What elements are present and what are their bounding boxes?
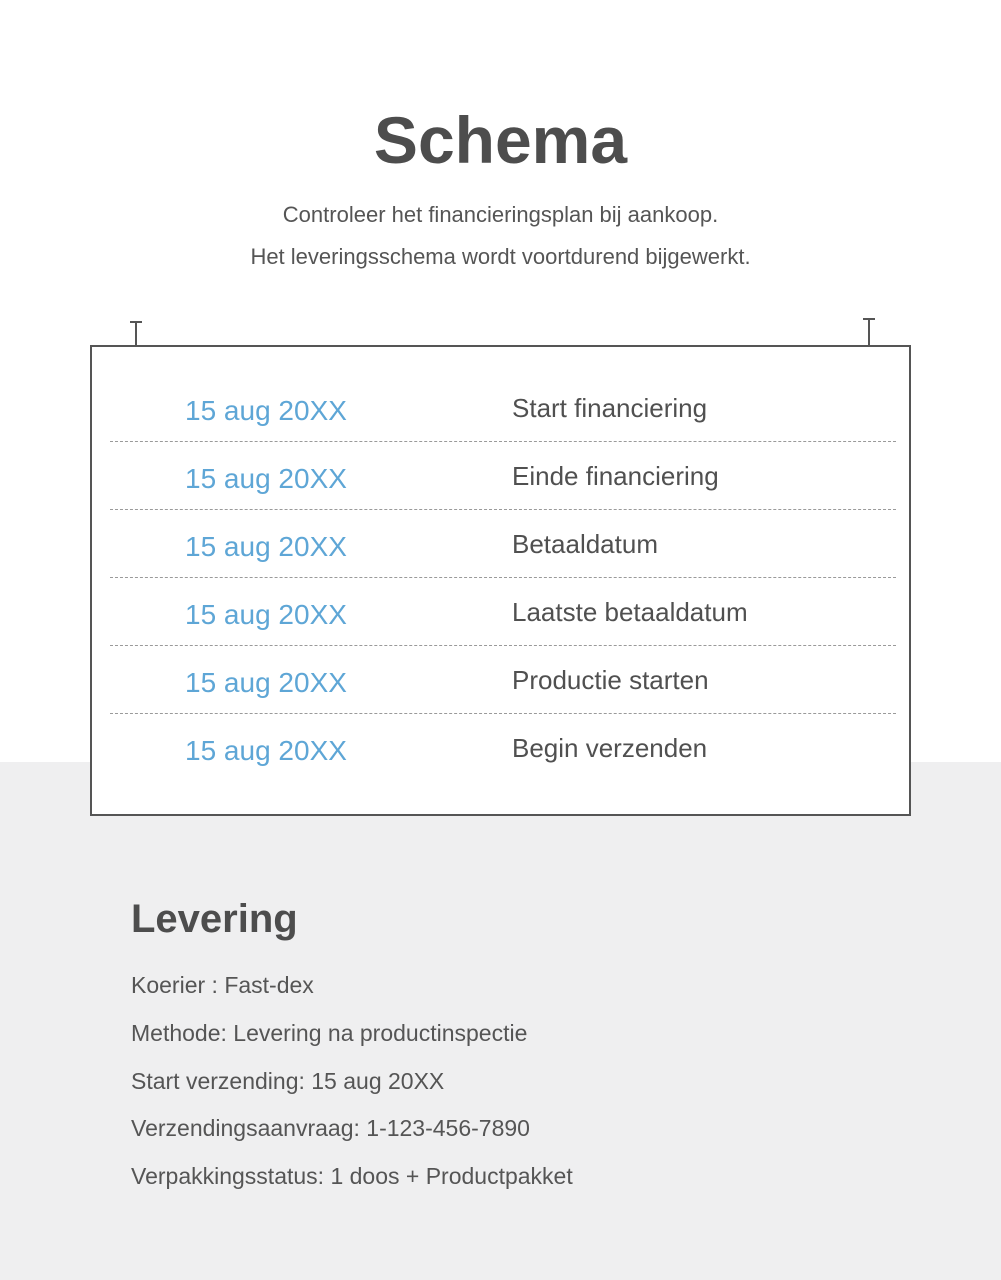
schedule-event: Begin verzenden xyxy=(512,733,708,763)
schedule-row xyxy=(110,511,896,578)
subtitle-line-1: Controleer het financieringsplan bij aankoop. xyxy=(282,202,719,227)
row-divider xyxy=(110,645,896,646)
schedule-row xyxy=(110,715,896,782)
schedule-date: 15 aug 20XX xyxy=(185,667,347,698)
delivery-courier: Koerier : Fast-dex xyxy=(131,972,314,998)
schedule-row xyxy=(110,443,896,510)
delivery-shipping-request: Verzendingsaanvraag: 1-123-456-7890 xyxy=(131,1115,530,1141)
schedule-row xyxy=(110,375,896,442)
schedule-date: 15 aug 20XX xyxy=(185,599,347,630)
subtitle-line-2: Het leveringsschema wordt voortdurend bijgewerkt. xyxy=(250,244,751,269)
page-title: Schema xyxy=(373,103,628,177)
row-divider xyxy=(110,713,896,714)
schedule-event: Einde financiering xyxy=(512,461,719,491)
delivery-packaging-status: Verpakkingsstatus: 1 doos + Productpakket xyxy=(131,1163,573,1189)
schedule-event: Betaaldatum xyxy=(512,529,658,559)
schedule-date: 15 aug 20XX xyxy=(185,395,347,426)
schedule-event: Productie starten xyxy=(512,665,709,695)
delivery-shipping-start: Start verzending: 15 aug 20XX xyxy=(131,1068,445,1094)
schedule-row xyxy=(110,579,896,646)
schedule-date: 15 aug 20XX xyxy=(185,531,347,562)
schedule-card xyxy=(90,345,911,816)
row-divider xyxy=(110,577,896,578)
schedule-date: 15 aug 20XX xyxy=(185,463,347,494)
row-divider xyxy=(110,441,896,442)
schedule-date: 15 aug 20XX xyxy=(185,735,347,766)
delivery-method: Methode: Levering na productinspectie xyxy=(131,1020,528,1046)
schedule-event: Laatste betaaldatum xyxy=(512,597,748,627)
schedule-event: Start financiering xyxy=(512,393,708,423)
schedule-row xyxy=(110,647,896,714)
delivery-title: Levering xyxy=(131,897,298,941)
row-divider xyxy=(110,509,896,510)
